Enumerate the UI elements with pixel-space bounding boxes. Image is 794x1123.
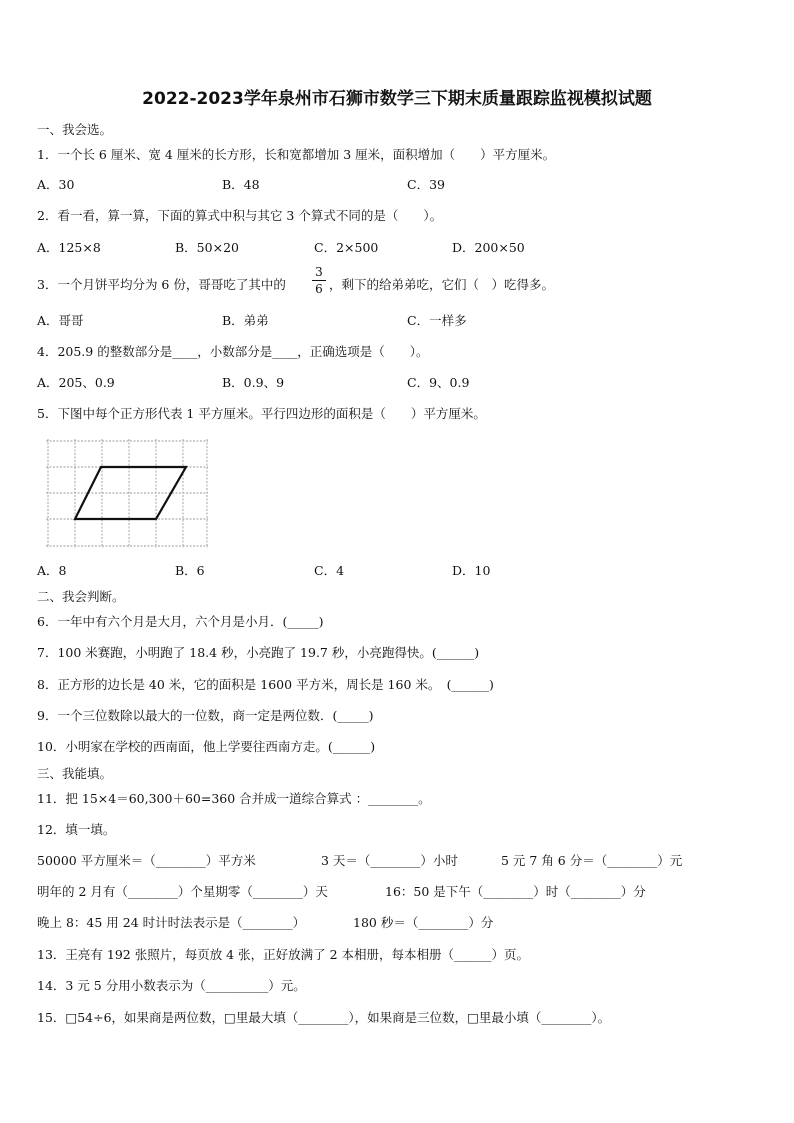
question-12: 12．填一填。	[37, 822, 116, 837]
fraction	[312, 265, 326, 296]
question-12-item-1: 50000 平方厘米＝（________）平方米	[37, 853, 256, 868]
question-3-stem-before: 3．一个月饼平均分为 6 份，哥哥吃了其中的	[37, 277, 286, 292]
question-5: 5．下图中每个正方形代表 1 平方厘米。平行四边形的面积是（ ）平方厘米。	[37, 406, 486, 421]
question-9: 9．一个三位数除以最大的一位数，商一定是两位数．(_____)	[37, 708, 374, 723]
question-4-option-a: A．205、0.9	[37, 375, 115, 390]
question-12-item-3: 5 元 7 角 6 分＝（________）元	[501, 853, 683, 868]
question-2: 2．看一看，算一算，下面的算式中积与其它 3 个算式不同的是（ ）。	[37, 208, 443, 223]
question-3-stem-after: ，剩下的给弟弟吃，它们（ ）吃得多。	[329, 277, 555, 292]
question-5-option-a: A．8	[37, 563, 67, 578]
question-5-option-c: C．4	[314, 563, 345, 578]
square-grid-figure	[44, 438, 210, 550]
question-15: 15．□54÷6，如果商是两位数，□里最大填（________），如果商是三位数，□里最小填（________）。	[37, 1010, 611, 1025]
question-4-option-c: C．9、0.9	[407, 375, 470, 390]
question-14: 14．3 元 5 分用小数表示为（__________）元。	[37, 978, 306, 993]
question-11: 11．把 15×4＝60,300＋60=360 合并成一道综合算式 ：________。	[37, 791, 431, 806]
question-13: 13．王亮有 192 张照片，每页放 4 张，正好放满了 2 本相册，每本相册（______）页。	[37, 947, 530, 962]
question-1: 1．一个长 6 厘米、宽 4 厘米的长方形，长和宽都增加 3 厘米，面积增加（ ）平方厘米。	[37, 147, 556, 162]
question-5-option-d: D．10	[452, 563, 491, 578]
question-1-option-b: B．48	[222, 177, 260, 192]
question-8: 8．正方形的边长是 40 米，它的面积是 1600 平方米，周长是 160 米。 (______)	[37, 677, 494, 692]
question-2-option-a: A．125×8	[37, 240, 101, 255]
question-6: 6．一年中有六个月是大月，六个月是小月．(_____)	[37, 614, 324, 629]
page-title: 2022-2023学年泉州市石狮市数学三下期末质量跟踪监视模拟试题	[142, 89, 652, 109]
section-heading-judge: 二、我会判断。	[37, 589, 125, 604]
question-12-item-7: 180 秒＝（________）分	[353, 915, 494, 930]
fraction-numerator: 3	[315, 265, 323, 279]
question-5-option-b: B．6	[175, 563, 205, 578]
question-2-option-b: B．50×20	[175, 240, 239, 255]
question-1-option-c: C．39	[407, 177, 445, 192]
fraction-denominator: 6	[315, 282, 323, 296]
section-heading-fill: 三、我能填。	[37, 766, 113, 781]
question-12-item-2: 3 天＝（________）小时	[321, 853, 458, 868]
question-3-option-a: A．哥哥	[37, 313, 84, 328]
question-12-item-5: 16：50 是下午（________）时（________）分	[385, 884, 646, 899]
question-10: 10．小明家在学校的西南面，他上学要往西南方走。(______)	[37, 739, 376, 754]
grid-lines	[46, 439, 208, 548]
question-7: 7．100 米赛跑，小明跑了 18.4 秒，小亮跑了 19.7 秒，小亮跑得快。(______)	[37, 645, 480, 660]
question-4-option-b: B．0.9、9	[222, 375, 285, 390]
question-2-option-c: C．2×500	[314, 240, 379, 255]
question-4: 4．205.9 的整数部分是____，小数部分是____，正确选项是（ ）。	[37, 344, 429, 359]
question-1-option-a: A．30	[37, 177, 75, 192]
question-3-option-c: C．一样多	[407, 313, 467, 328]
question-12-item-6: 晚上 8：45 用 24 时计时法表示是（________）	[37, 915, 306, 930]
section-heading-choice: 一、我会选。	[37, 122, 113, 137]
question-12-item-4: 明年的 2 月有（________）个星期零（________）天	[37, 884, 328, 899]
question-2-option-d: D．200×50	[452, 240, 525, 255]
fraction-bar	[312, 280, 326, 281]
question-3-option-b: B．弟弟	[222, 313, 269, 328]
